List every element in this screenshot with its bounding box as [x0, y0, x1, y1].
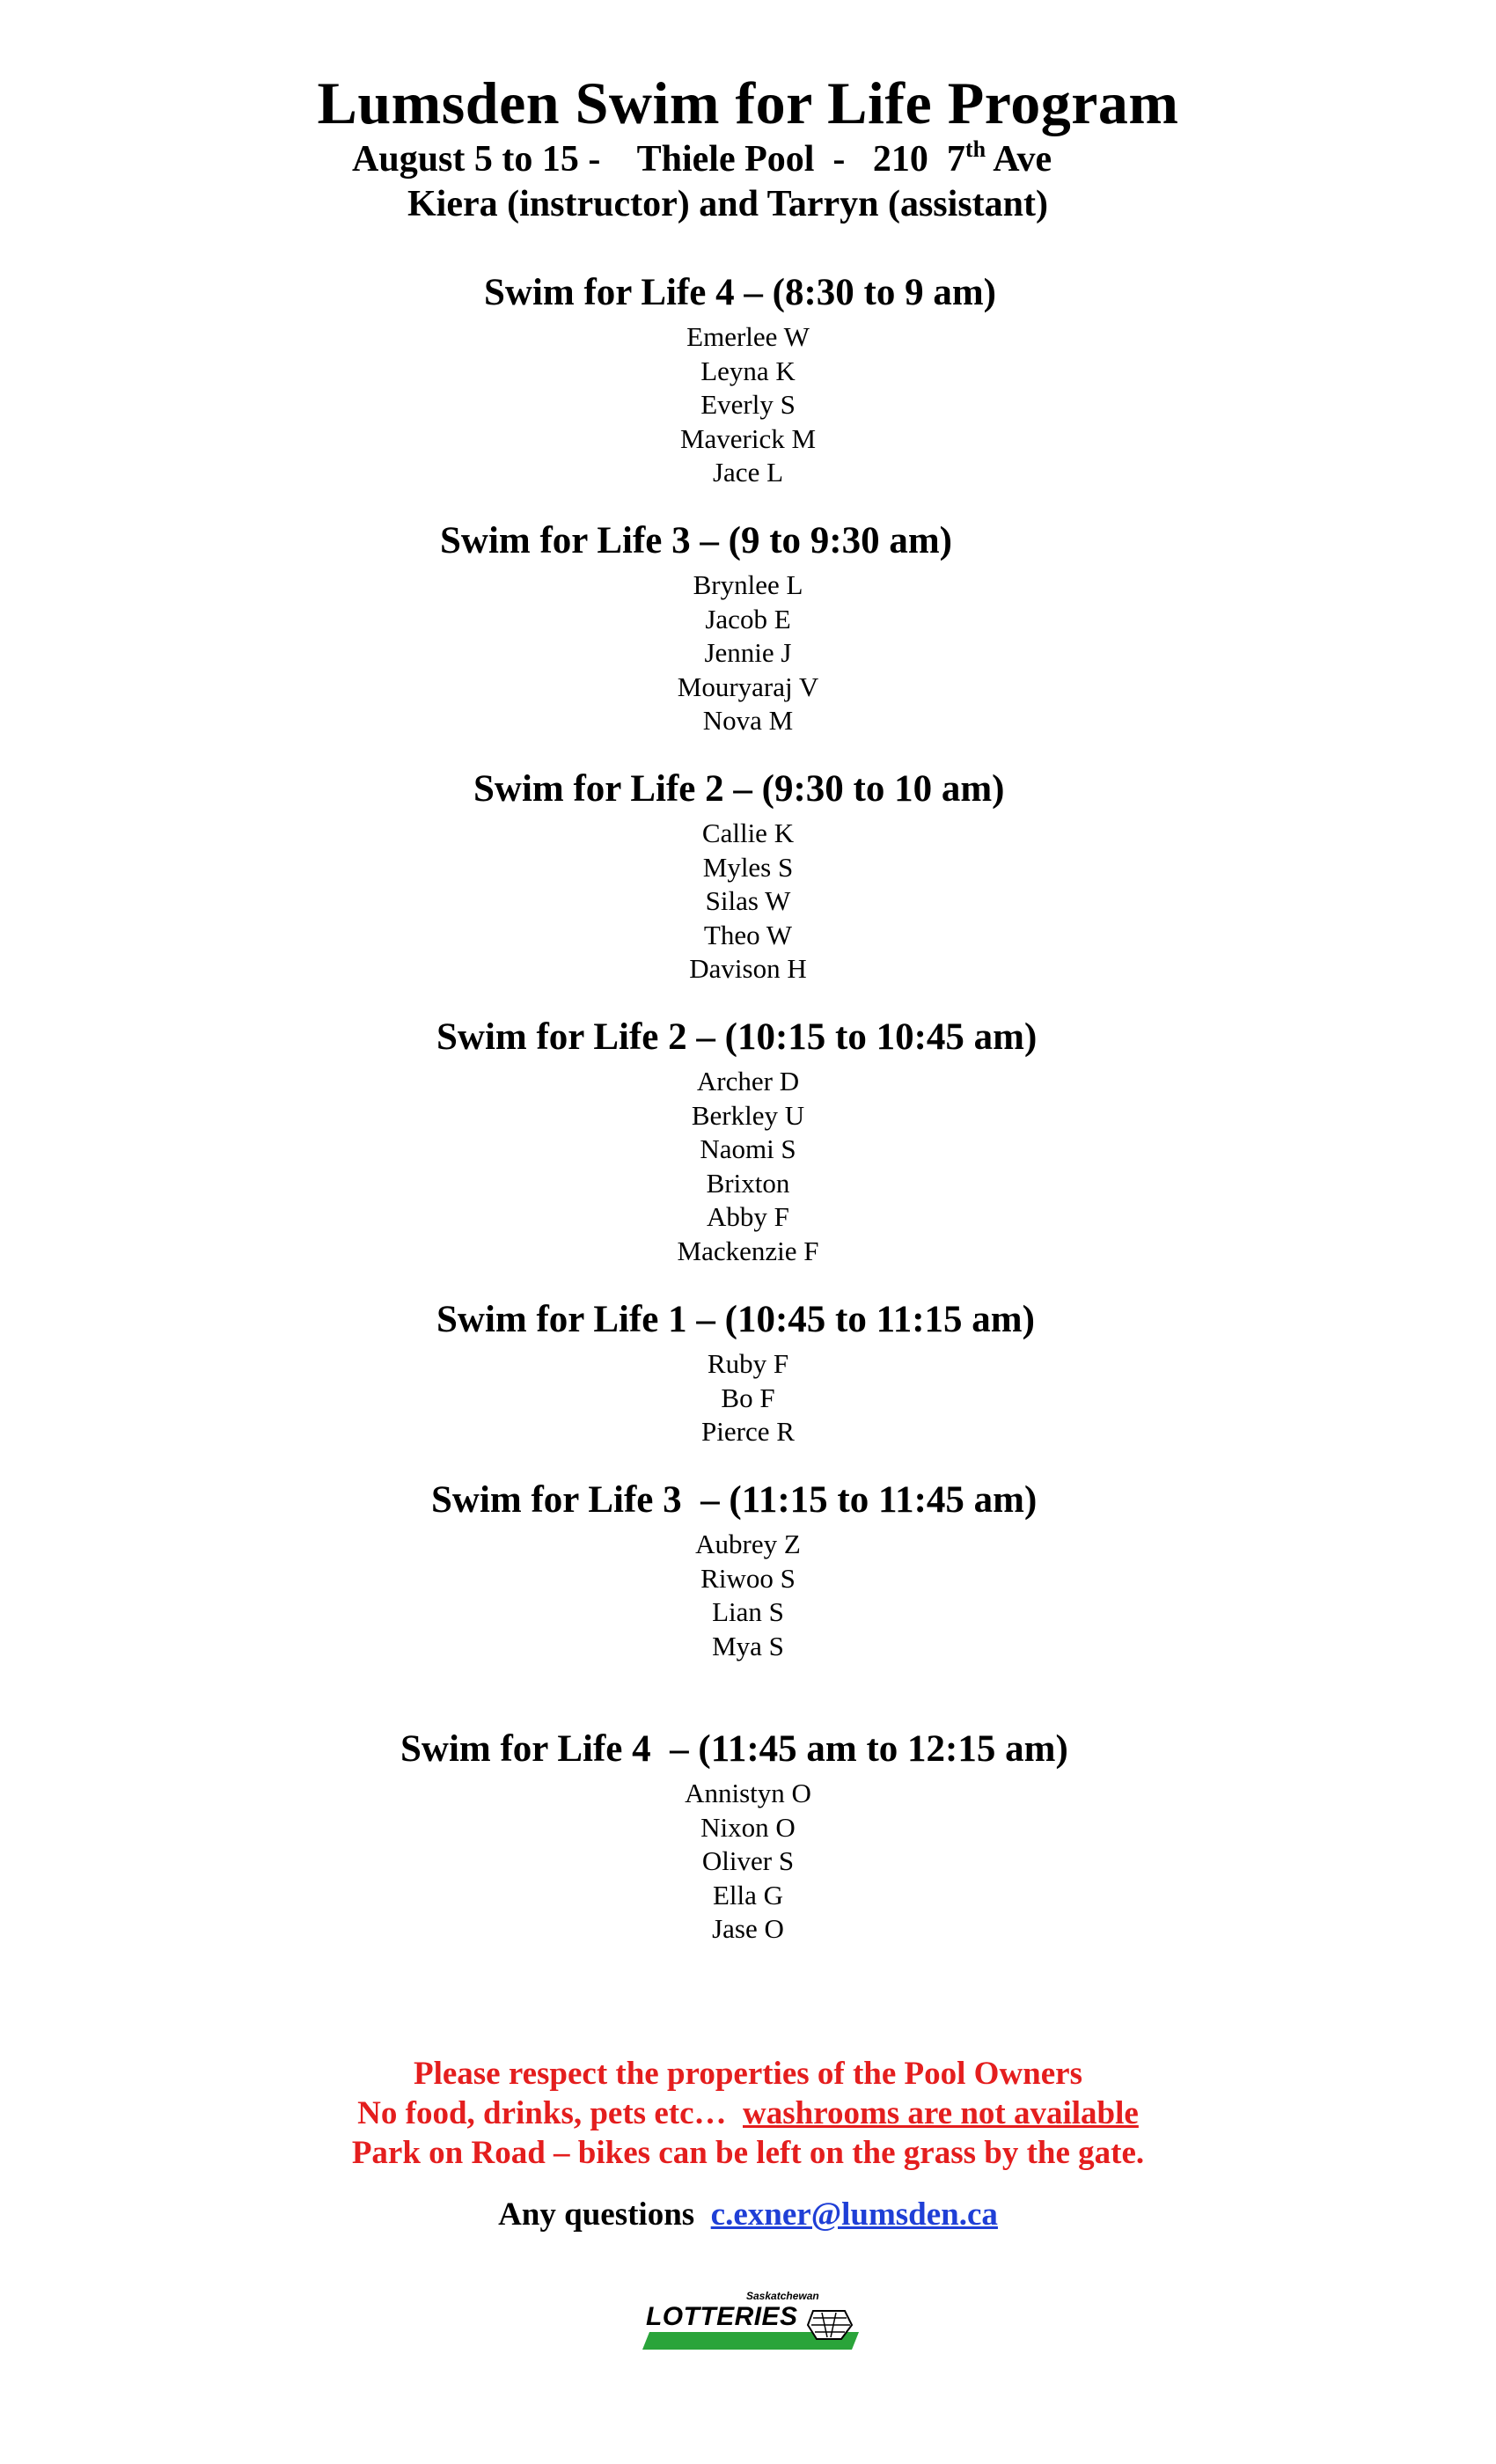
- section-heading: Swim for Life 3 – (9 to 9:30 am): [440, 520, 952, 561]
- student-name: Aubrey Z: [695, 1529, 801, 1559]
- student-name: Silas W: [705, 885, 791, 917]
- student-name: Brynlee L: [693, 569, 803, 600]
- student-list: [0, 1777, 1496, 1947]
- student-name: Mackenzie F: [677, 1235, 819, 1266]
- washroom-notice: washrooms are not available: [743, 2095, 1139, 2131]
- student-name: Everly S: [700, 389, 796, 421]
- student-list: [0, 1065, 1496, 1269]
- contact-label: Any questions: [498, 2196, 711, 2233]
- student-name: Pierce R: [701, 1416, 795, 1448]
- student-name: Leyna K: [700, 355, 796, 386]
- student-name: Jennie J: [704, 637, 792, 669]
- student-name: Myles S: [702, 851, 794, 883]
- student-name: Riwoo S: [700, 1562, 796, 1594]
- section-heading: Swim for Life 4 – (11:45 am to 12:15 am): [400, 1728, 1068, 1770]
- student-list: [0, 320, 1496, 490]
- student-list: [0, 817, 1496, 986]
- student-name: Mouryaraj V: [677, 671, 819, 702]
- section-heading: Swim for Life 2 – (9:30 to 10 am): [473, 768, 1005, 810]
- logo-top-text: Saskatchewan: [746, 2290, 819, 2302]
- student-name: Nixon O: [700, 1811, 796, 1843]
- staff-line: Kiera (instructor) and Tarryn (assistant): [407, 184, 1048, 224]
- student-name: Annistyn O: [685, 1778, 811, 1808]
- logo-main-text: LOTTERIES: [646, 2302, 797, 2331]
- student-name: Ella G: [712, 1879, 784, 1910]
- program-dates: August 5 to 15 -: [352, 139, 601, 180]
- notice-line-2: [0, 2094, 1496, 2132]
- student-name: Abby F: [707, 1201, 789, 1233]
- location-superscript: th: [964, 136, 986, 162]
- dates-location-line: [352, 136, 1052, 180]
- pool-location: Thiele Pool - 210 7: [636, 139, 965, 180]
- student-name: Oliver S: [701, 1845, 795, 1877]
- student-name: Ruby F: [707, 1348, 789, 1379]
- student-name: Jase O: [712, 1913, 784, 1945]
- contact-line: [0, 2196, 1496, 2233]
- student-name: Berkley U: [691, 1099, 805, 1131]
- student-list: [0, 1528, 1496, 1663]
- saskatchewan-lotteries-logo: [641, 2288, 861, 2357]
- student-name: Maverick M: [679, 422, 817, 454]
- email-link[interactable]: c.exner@lumsden.ca: [710, 2196, 998, 2233]
- student-name: Emerlee W: [686, 321, 810, 352]
- section-heading: Swim for Life 1 – (10:45 to 11:15 am): [436, 1299, 1035, 1340]
- notice-line-3: Park on Road – bikes can be left on the grass by the gate.: [351, 2135, 1145, 2171]
- section-heading: Swim for Life 3 – (11:15 to 11:45 am): [431, 1479, 1038, 1521]
- student-name: Jacob E: [705, 603, 791, 634]
- student-name: Bo F: [721, 1382, 775, 1413]
- student-name: Jace L: [712, 457, 784, 488]
- student-name: Nova M: [702, 705, 794, 737]
- student-name: Callie K: [701, 818, 795, 848]
- student-name: Mya S: [712, 1630, 784, 1661]
- notice-line-1: Please respect the properties of the Pool Owners: [413, 2056, 1083, 2092]
- student-name: Archer D: [696, 1066, 800, 1096]
- pool-location-suffix: Ave: [986, 139, 1052, 180]
- page-title: Lumsden Swim for Life Program: [317, 70, 1179, 136]
- student-name: Lian S: [712, 1596, 784, 1628]
- student-name: Naomi S: [700, 1133, 796, 1165]
- section-heading: Swim for Life 4 – (8:30 to 9 am): [484, 272, 996, 313]
- notice-line-2-text: No food, drinks, pets etc…: [357, 2095, 743, 2131]
- student-list: [0, 568, 1496, 738]
- student-name: Brixton: [706, 1167, 790, 1199]
- student-name: Theo W: [703, 919, 793, 950]
- student-list: [0, 1347, 1496, 1449]
- section-heading: Swim for Life 2 – (10:15 to 10:45 am): [436, 1016, 1038, 1058]
- student-name: Davison H: [689, 953, 807, 985]
